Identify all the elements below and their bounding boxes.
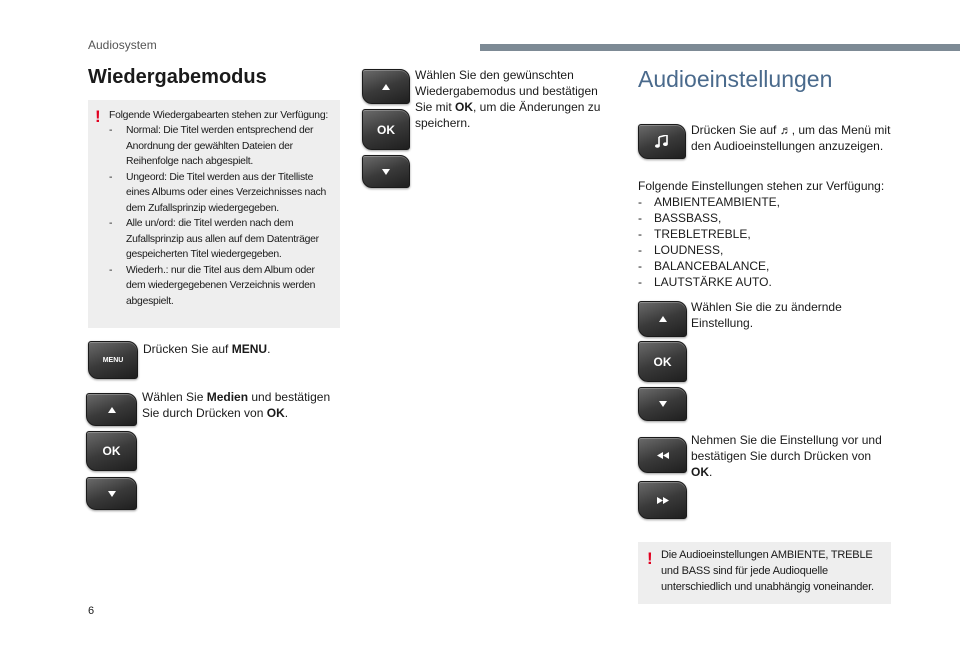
warning-icon: !	[647, 549, 653, 568]
up-arrow-icon	[382, 84, 390, 90]
down-key	[362, 155, 410, 188]
up-key	[638, 301, 687, 337]
step-press-menu: Drücken Sie auf MENU.	[143, 342, 271, 356]
fast-forward-key	[638, 481, 687, 519]
warning-icon: !	[95, 107, 101, 126]
step-adjust-confirm: Nehmen Sie die Einstellung vor und bestätigen Sie durch Drücken von OK.	[691, 433, 882, 479]
rewind-icon	[657, 452, 669, 459]
list-item: - AMBIENTEAMBIENTE,	[638, 195, 781, 209]
note-intro: Folgende Wiedergabearten stehen zur Verfügung:	[109, 110, 328, 121]
step-open-audio-menu: Drücken Sie auf ♬, um das Menü mit den Audioeinstellungen anzuzeigen.	[691, 123, 891, 153]
list-item: - Alle un/ord: die Titel werden nach dem Zufallsprinzip aus allen auf dem Datenträger gespeicherten Titel wiedergegeben.	[109, 218, 319, 260]
page-number: 6	[88, 605, 95, 617]
rewind-key	[638, 437, 687, 473]
fast-forward-icon	[657, 497, 669, 504]
settings-list	[638, 194, 888, 290]
up-key	[86, 393, 137, 426]
step-select-mode: Wählen Sie den gewünschten Wiedergabemodus und bestätigen Sie mit OK, um die Änderungen zu speichern.	[415, 68, 601, 130]
list-item: - BASSBASS,	[638, 211, 722, 225]
playback-modes-list	[109, 123, 335, 309]
step-select-setting: Wählen Sie die zu ändernde Einstellung.	[691, 300, 842, 330]
note-text: Die Audioeinstellungen AMBIENTE, TREBLE und BASS sind für jede Audioquelle unterschiedlich und unabhängig voneinander.	[661, 549, 874, 593]
menu-key: MENU	[88, 341, 138, 379]
ok-key: OK	[86, 431, 137, 471]
down-arrow-icon	[659, 401, 667, 407]
list-item: - Normal: Die Titel werden entsprechend der Anordnung der gewählten Dateien der Reihenfolge nach abgespielt.	[109, 125, 314, 167]
music-note-icon	[655, 135, 669, 148]
list-item: - BALANCEBALANCE,	[638, 259, 770, 273]
down-key	[86, 477, 137, 510]
title-audioeinstellungen: Audioeinstellungen	[638, 66, 833, 92]
header-bar	[480, 44, 960, 51]
ok-key: OK	[638, 341, 687, 382]
section-label: Audiosystem	[88, 38, 157, 52]
up-arrow-icon	[659, 316, 667, 322]
playback-modes-note	[88, 100, 340, 328]
audio-settings-note	[638, 542, 891, 604]
down-arrow-icon	[382, 169, 390, 175]
step-select-media: Wählen Sie Medien und bestätigen Sie durch Drücken von OK.	[142, 390, 331, 420]
list-item: - Ungeord: Die Titel werden aus der Titelliste eines Albums oder eines Verzeichnisses nach dem Zufallsprinzip wiedergegeben.	[109, 171, 327, 214]
list-item: - TREBLETREBLE,	[638, 227, 751, 241]
title-wiedergabemodus: Wiedergabemodus	[88, 66, 267, 88]
list-item: - Wiederh.: nur die Titel aus dem Album oder dem wiedergegebenen Verzeichnis werden abgespielt.	[109, 264, 316, 307]
down-arrow-icon	[108, 491, 116, 497]
list-item: - LOUDNESS,	[638, 243, 724, 257]
settings-intro: Folgende Einstellungen stehen zur Verfügung:	[638, 179, 885, 193]
music-note-symbol: ♬	[779, 123, 792, 137]
up-arrow-icon	[108, 407, 116, 413]
list-item: - LAUTSTÄRKE AUTO.	[638, 275, 772, 289]
music-key	[638, 124, 686, 159]
down-key	[638, 387, 687, 421]
up-key	[362, 69, 410, 104]
ok-key: OK	[362, 109, 410, 150]
